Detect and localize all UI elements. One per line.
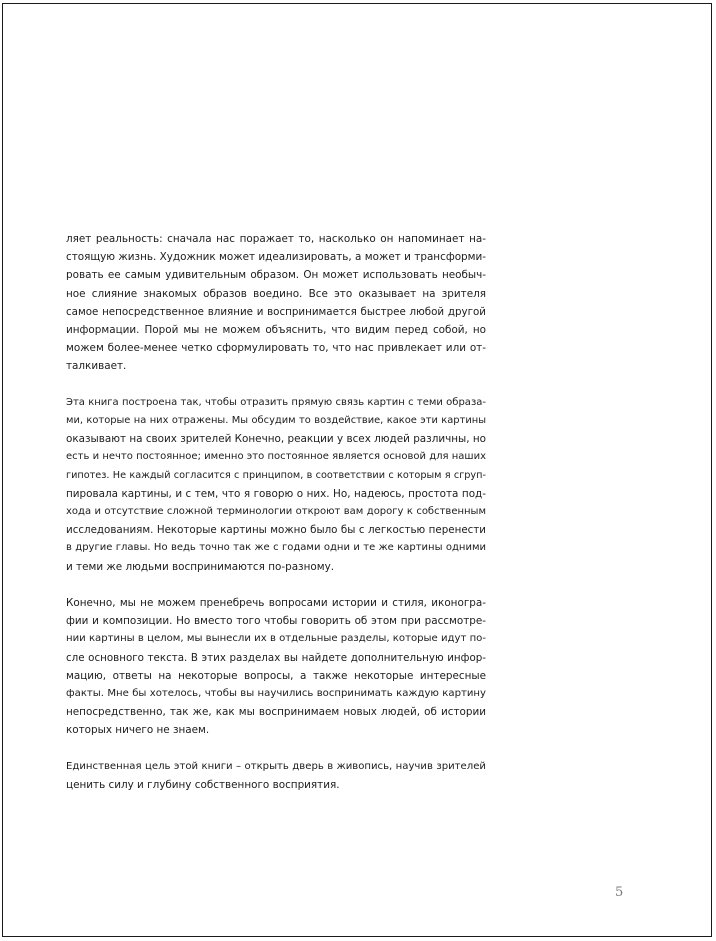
paragraph [66, 758, 486, 794]
text-line: гипотез. Не каждый согласится с принципом, в соответствии с которым я сгруп- [66, 469, 486, 481]
text-line: можем более-менее четко сформулировать то, что нас привлекает или от- [66, 342, 486, 355]
text-line: сле основного текста. В этих разделах вы найдете дополнительную инфор- [66, 651, 486, 664]
text-line: талкивает. [66, 360, 127, 373]
text-line: хода и отсутствие сложной терминологии откроют вам дорогу к собственным [66, 506, 486, 518]
text-line: информации. Порой мы не можем объяснить, что видим перед собой, но [66, 324, 486, 337]
text-line: самое непосредственное влияние и воспринимается быстрее любой другой [66, 305, 486, 318]
page-number: 5 [615, 885, 624, 900]
text-line: ное слияние знакомых образов воедино. Все это оказывает на зрителя [66, 287, 486, 300]
text-line: Конечно, мы не можем пренебречь вопросами истории и стиля, иконогра- [66, 597, 486, 610]
text-line: непосредственно, так же, как мы воспринимаем новых людей, об истории [66, 706, 486, 719]
text-line: и теми же людьми воспринимаются по-разному. [66, 560, 335, 573]
text-line: стоящую жизнь. Художник может идеализировать, а может и трансформи- [66, 251, 486, 264]
text-line: фии и композиции. Но вместо того чтобы говорить об этом при рассмотре- [66, 615, 486, 628]
paragraph [66, 394, 486, 576]
body-text [66, 230, 486, 812]
text-line: исследованиям. Некоторые картины можно было бы с легкостью перенести [66, 524, 486, 537]
text-line: ми, которые на них отражены. Мы обсудим то воздействие, какое эти картины [66, 415, 486, 427]
book-page [2, 3, 712, 937]
text-line: ценить силу и глубину собственного восприятия. [66, 779, 340, 792]
paragraph [66, 230, 486, 376]
text-line: ляет реальность: сначала нас поражает то, насколько он напоминает на- [66, 233, 486, 245]
text-line: ровать ее самым удивительным образом. Он может использовать необыч- [66, 269, 486, 282]
text-line: Эта книга построена так, чтобы отразить прямую связь картин с теми образа- [66, 396, 486, 408]
text-line: оказывают на своих зрителей Конечно, реакции у всех людей различны, но [66, 433, 486, 446]
paragraph [66, 594, 486, 740]
text-line: есть и нечто постоянное; именно это постоянное является основой для наших [66, 451, 486, 463]
text-line: которых ничего не знаем. [66, 724, 210, 737]
text-line: Единственная цель этой книги – открыть дверь в живопись, научив зрителей [66, 760, 486, 772]
text-line: мацию, ответы на некоторые вопросы, а также некоторые интересные [66, 669, 486, 682]
text-line: нии картины в целом, мы вынесли их в отдельные разделы, которые идут по- [66, 633, 486, 645]
text-line: факты. Мне бы хотелось, чтобы вы научились воспринимать каждую картину [66, 688, 486, 700]
text-line: пировала картины, и с тем, что я говорю о них. Но, надеюсь, простота под- [66, 487, 486, 500]
text-line: в другие главы. Но ведь точно так же с годами одни и те же картины одними [66, 542, 486, 554]
